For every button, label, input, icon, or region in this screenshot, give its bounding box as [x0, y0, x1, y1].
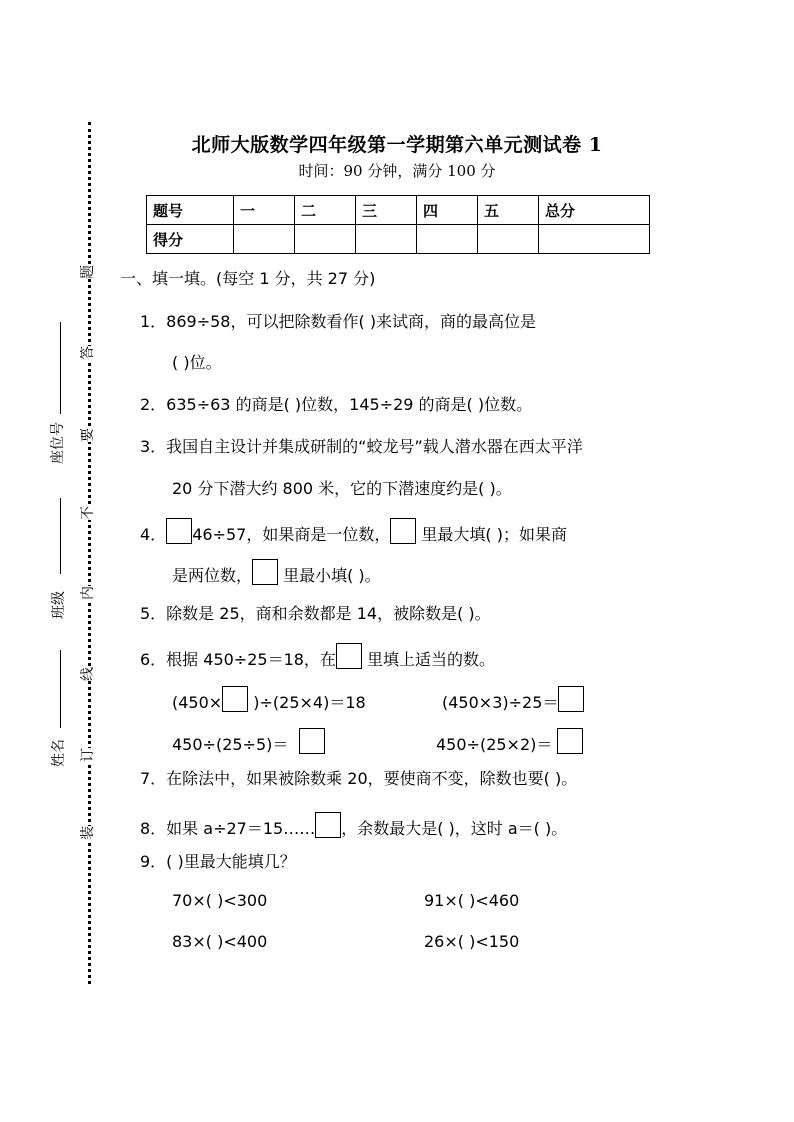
answer-box[interactable] — [315, 812, 341, 838]
question-6-text: 里填上适当的数。 — [361, 650, 496, 669]
question-4-text: 里最大填( )；如果商 — [416, 525, 567, 544]
seal-char: 装 — [77, 826, 97, 840]
expr-text: 450÷(25÷5)＝ — [172, 735, 289, 754]
page-subtitle: 时间：90 分钟，满分 100 分 — [298, 162, 496, 180]
answer-box[interactable] — [557, 728, 583, 754]
name-line[interactable] — [60, 650, 61, 728]
score-cell[interactable] — [234, 225, 295, 254]
score-cell[interactable] — [295, 225, 356, 254]
question-6-expr-1 — [172, 686, 366, 713]
expr-text: 450÷(25×2)＝ — [436, 735, 553, 754]
question-3-line-1: 3．我国自主设计并集成研制的“蛟龙号”载人潜水器在西太平洋 — [140, 437, 583, 456]
question-9: 9．( )里最大能填几？ — [140, 852, 296, 871]
question-7: 7．在除法中，如果被除数乘 20，要使商不变，除数也要( )。 — [140, 769, 578, 788]
question-4-number: 4． — [140, 525, 167, 544]
score-header-cell: 四 — [417, 196, 478, 225]
expr-text: )÷(25×4)＝18 — [248, 693, 366, 712]
answer-box[interactable] — [222, 686, 248, 712]
question-4-line-1 — [140, 518, 567, 545]
answer-box-reference — [252, 559, 278, 585]
question-4-text: 46÷57，如果商是一位数， — [192, 525, 391, 544]
question-6-expr-2 — [442, 686, 584, 713]
question-3-line-2: 20 分下潜大约 800 米，它的下潜速度约是( )。 — [172, 479, 512, 498]
score-header-cell: 一 — [234, 196, 295, 225]
expr-text: (450× — [172, 693, 223, 712]
score-header-cell: 二 — [295, 196, 356, 225]
question-9-item: 91×( )<460 — [424, 891, 520, 910]
question-9-item: 70×( )<300 — [172, 891, 268, 910]
answer-box[interactable] — [558, 686, 584, 712]
score-cell[interactable] — [417, 225, 478, 254]
seal-char: 内 — [77, 586, 97, 600]
score-cell[interactable] — [478, 225, 539, 254]
seal-char: 答 — [77, 346, 97, 360]
question-2: 2．635÷63 的商是( )位数，145÷29 的商是( )位数。 — [140, 395, 533, 414]
class-label: 班级 — [48, 591, 68, 619]
seat-number-line[interactable] — [60, 322, 61, 414]
question-6-text: 6．根据 450÷25＝18，在 — [140, 650, 336, 669]
question-8-text: ，余数最大是( )，这时 a＝( )。 — [341, 819, 568, 838]
question-4-line-2 — [172, 559, 381, 586]
seal-char: 不 — [77, 506, 97, 520]
section-heading: 一、填一填。(每空 1 分，共 27 分) — [120, 269, 376, 288]
question-9-item: 26×( )<150 — [424, 932, 520, 951]
score-header-cell: 总分 — [539, 196, 650, 225]
score-header-cell: 题号 — [147, 196, 234, 225]
score-header-cell: 五 — [478, 196, 539, 225]
answer-box-reference — [390, 518, 416, 544]
seal-char: 线 — [77, 667, 97, 681]
question-4-text: 是两位数， — [172, 566, 253, 585]
class-line[interactable] — [60, 498, 61, 574]
score-table-header-row — [147, 196, 650, 225]
score-cell[interactable] — [539, 225, 650, 254]
question-6-expr-4 — [436, 728, 583, 755]
question-6 — [140, 643, 495, 670]
page-title: 北师大版数学四年级第一学期第六单元测试卷 1 — [191, 134, 603, 156]
name-label: 姓名 — [48, 739, 68, 767]
score-table-score-row — [147, 225, 650, 254]
answer-box[interactable] — [299, 728, 325, 754]
score-cell[interactable] — [356, 225, 417, 254]
question-9-item: 83×( )<400 — [172, 932, 268, 951]
seat-number-label: 座位号 — [47, 422, 67, 464]
seal-char: 要 — [77, 428, 97, 442]
expr-text: (450×3)÷25＝ — [442, 693, 559, 712]
answer-box[interactable] — [166, 518, 192, 544]
seal-char: 题 — [77, 265, 97, 279]
seal-char: 订 — [77, 748, 97, 762]
score-table — [146, 195, 650, 254]
question-6-expr-3 — [172, 728, 325, 755]
question-1-line-2: ( )位。 — [172, 353, 222, 372]
question-8-text: 8．如果 a÷27＝15…… — [140, 819, 316, 838]
box-reference — [336, 643, 362, 669]
question-8 — [140, 812, 567, 839]
question-1-line-1: 1．869÷58，可以把除数看作( )来试商，商的最高位是 — [140, 312, 537, 331]
question-5: 5．除数是 25，商和余数都是 14，被除数是( )。 — [140, 604, 491, 623]
score-header-cell: 三 — [356, 196, 417, 225]
binding-dotted-line — [88, 122, 91, 984]
score-row-label: 得分 — [147, 225, 234, 254]
question-4-text: 里最小填( )。 — [278, 566, 381, 585]
